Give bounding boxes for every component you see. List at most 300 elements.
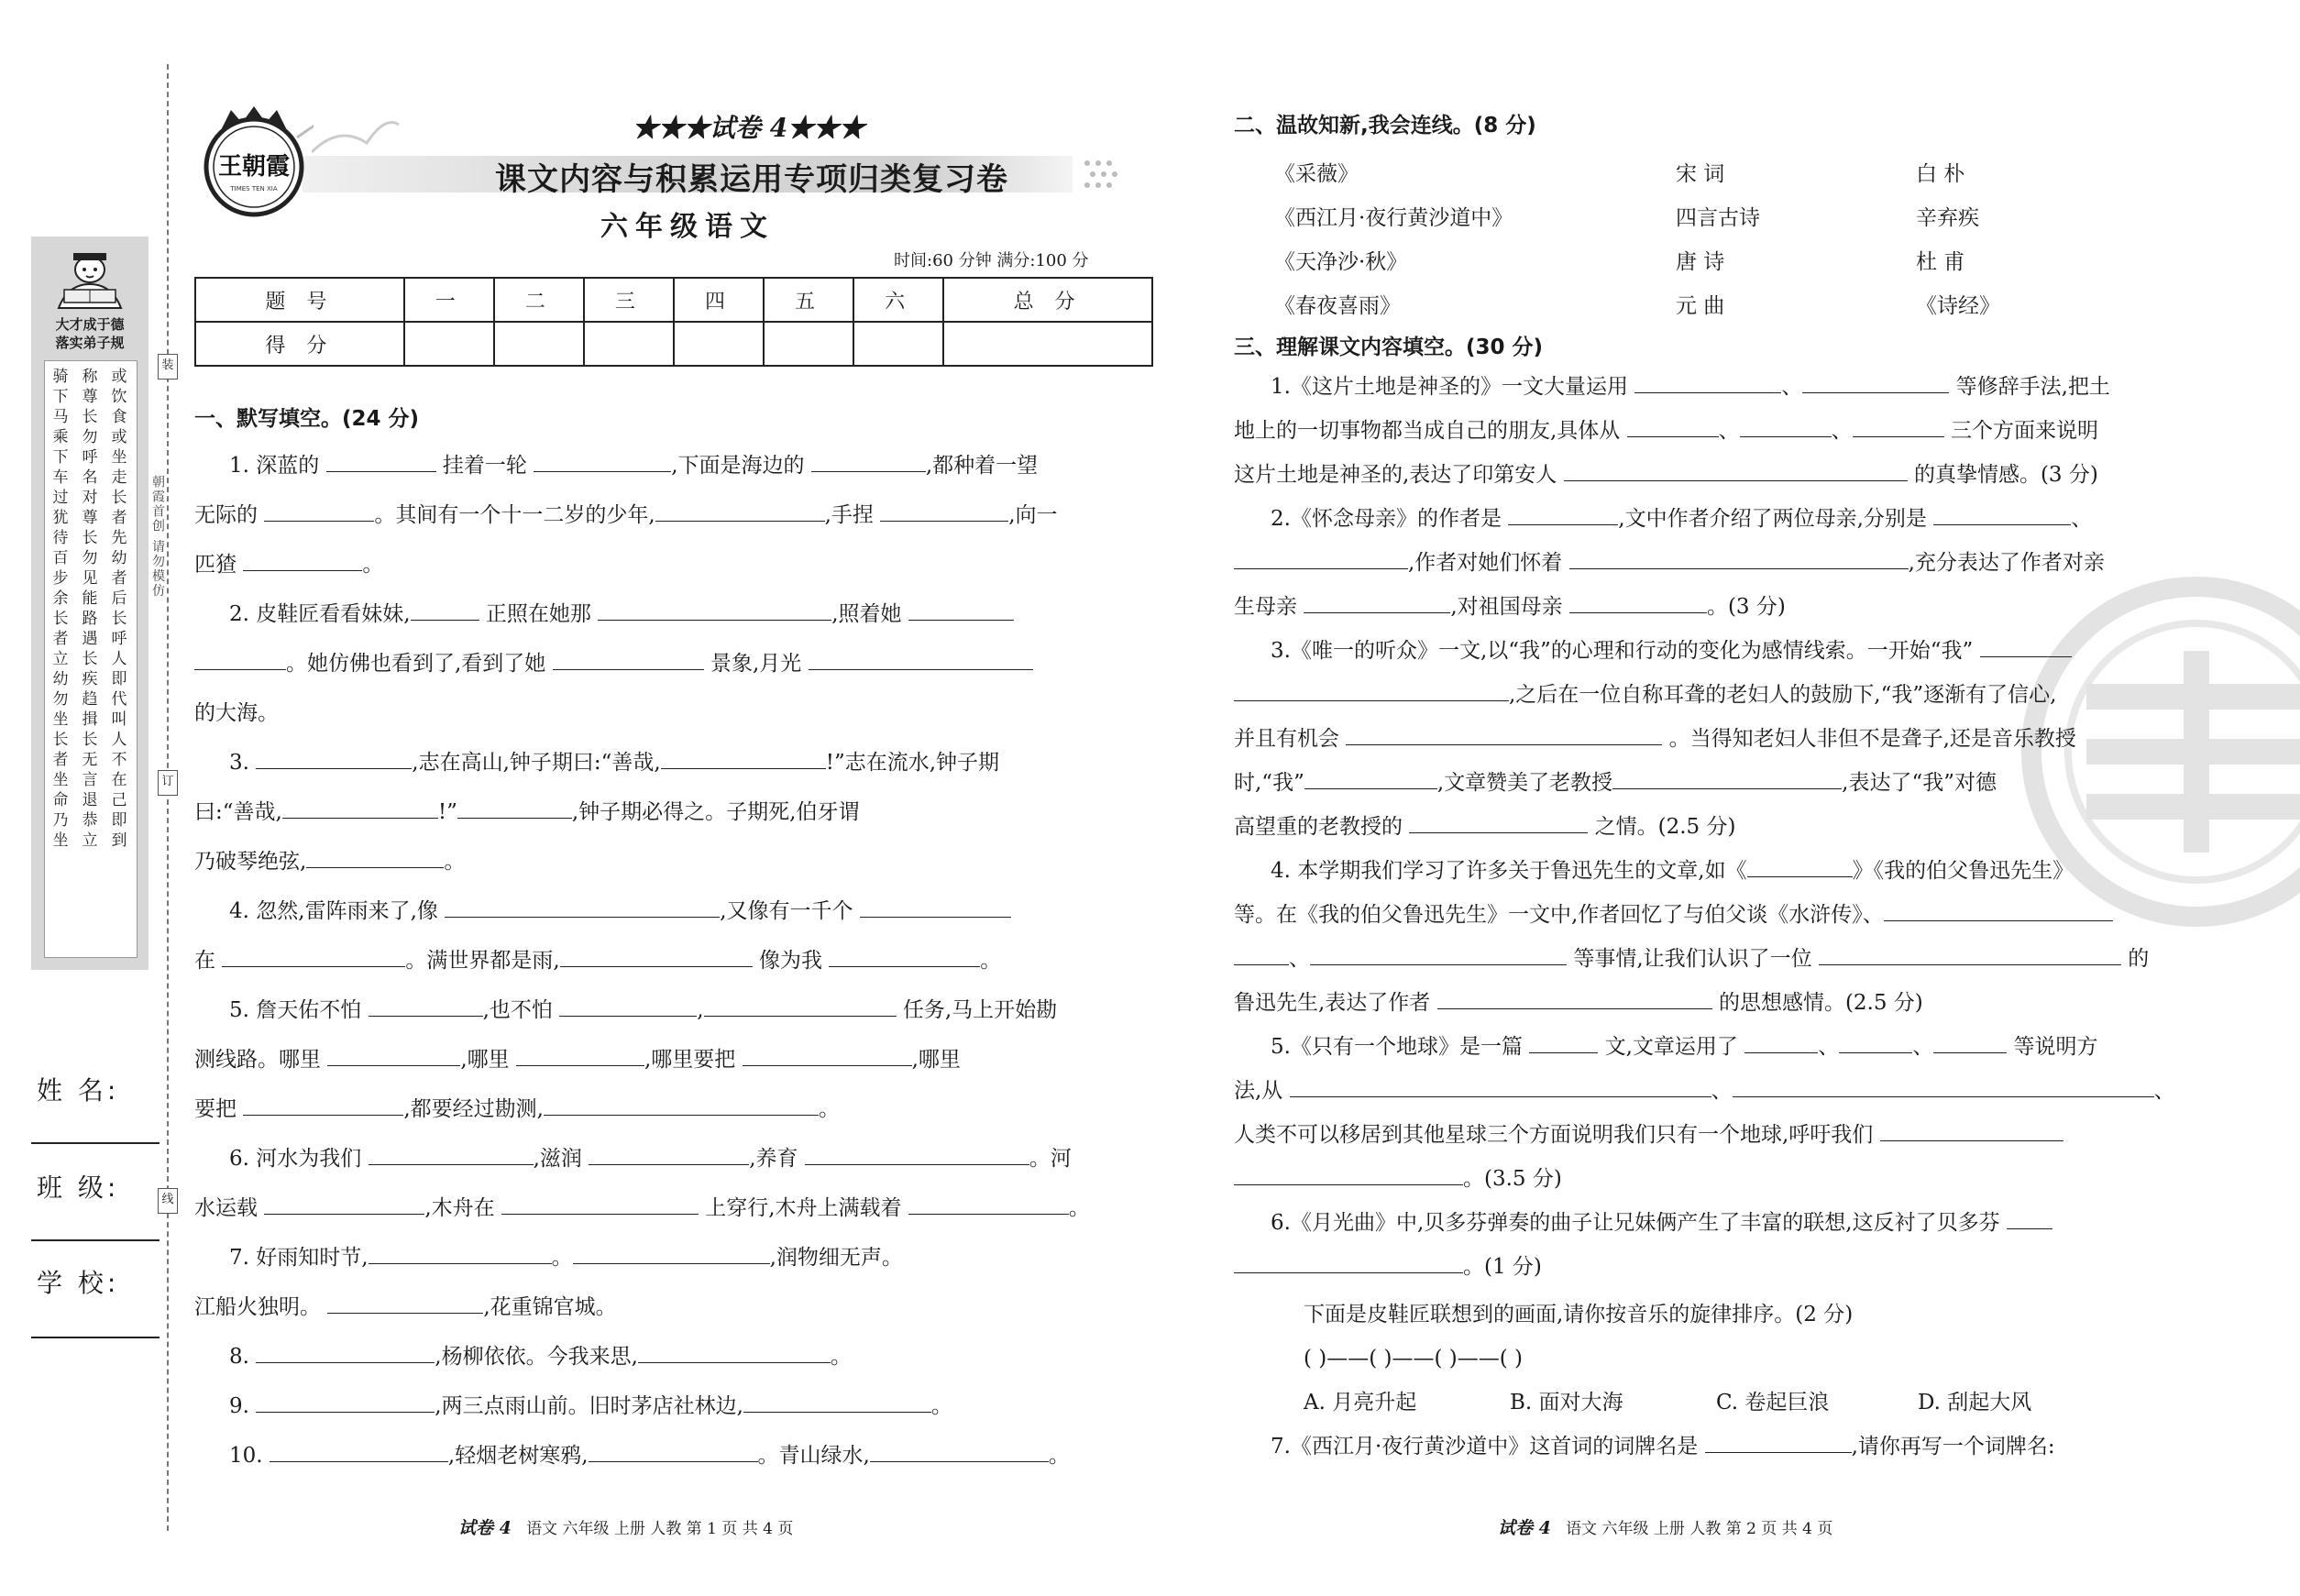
text: 。 — [1048, 1444, 1070, 1468]
answer-blank[interactable] — [811, 453, 926, 472]
text: ,充分表达了作者对亲 — [1908, 551, 2105, 575]
text: ,木舟在 — [424, 1196, 495, 1220]
text: ,花重锦官城。 — [483, 1295, 617, 1319]
text: 4. 本学期我们学习了许多关于鲁迅先生的文章,如《 — [1271, 859, 1747, 883]
text: 挂着一轮 — [442, 454, 527, 478]
text: !”志在流水,钟子期 — [825, 751, 1000, 775]
answer-blank[interactable] — [1569, 550, 1909, 569]
answer-blank[interactable] — [1437, 990, 1712, 1009]
answer-blank[interactable] — [1744, 1034, 1818, 1053]
text: 无际的 — [194, 503, 258, 527]
answer-blank[interactable] — [1880, 1122, 2063, 1141]
score-cell[interactable] — [404, 322, 494, 366]
text: 等事情,让我们认识了一位 — [1573, 947, 1812, 971]
text: 生母亲 — [1234, 595, 1297, 619]
answer-blank[interactable] — [1747, 858, 1853, 877]
answer-blank[interactable] — [411, 601, 479, 621]
answer-blank[interactable] — [369, 1245, 552, 1264]
answer-blank[interactable] — [256, 750, 412, 769]
rule-column-1: 骑下马乘下车过犹待百步余长者立幼勿坐长者坐命乃坐 — [52, 368, 69, 850]
answer-blank[interactable] — [598, 601, 831, 621]
score-table-score-row — [195, 322, 1152, 366]
answer-blank[interactable] — [369, 1146, 534, 1165]
text: ,两三点雨山前。旧时茅店社林边, — [435, 1394, 743, 1418]
binding-seal-mid: 订 — [158, 770, 178, 796]
text: 鲁迅先生,表达了作者 — [1234, 991, 1431, 1015]
text: 之情。(2.5 分) — [1594, 815, 1736, 839]
q9-line — [229, 1384, 952, 1428]
answer-blank[interactable] — [1884, 902, 2113, 921]
text: 。满世界都是雨, — [405, 949, 560, 973]
option-a[interactable]: A. 月亮升起 — [1304, 1391, 1417, 1414]
answer-blank[interactable] — [2007, 1210, 2052, 1229]
text: ,滋润 — [533, 1147, 582, 1171]
answer-blank[interactable] — [908, 1195, 1069, 1215]
text: 。 — [830, 1345, 852, 1369]
match-item-author[interactable]: 辛弃疾 — [1916, 206, 1979, 230]
text: 等说明方 — [2013, 1035, 2098, 1059]
text: 等修辞手法,把土 — [1955, 375, 2110, 399]
answer-blank[interactable] — [1933, 1034, 2007, 1053]
p4-line-d — [1234, 981, 1923, 1025]
text: 。她仿佛也看到了,看到了她 — [286, 652, 546, 676]
answer-blank[interactable] — [560, 948, 753, 967]
score-header-cell: 总 分 — [943, 278, 1152, 322]
answer-blank[interactable] — [282, 799, 438, 819]
answer-blank[interactable] — [1819, 946, 2121, 965]
text: 6. 河水为我们 — [229, 1147, 362, 1171]
q3-line-a — [229, 741, 999, 785]
section-3-heading: 三、理解课文内容填空。(30 分) — [1234, 336, 1544, 359]
answer-blank[interactable] — [908, 601, 1014, 621]
answer-blank[interactable] — [256, 1393, 435, 1413]
q5-line-c — [194, 1087, 840, 1131]
answer-blank[interactable] — [306, 849, 444, 868]
match-item-genre[interactable]: 唐 诗 — [1676, 250, 1725, 274]
answer-blank[interactable] — [553, 651, 704, 670]
name-field[interactable] — [31, 1140, 160, 1144]
score-header-cell: 五 — [764, 278, 853, 322]
answer-blank[interactable] — [222, 948, 405, 967]
p1-line-a — [1271, 365, 2110, 409]
text: 1.《这片土地是神圣的》一文大量运用 — [1271, 375, 1628, 399]
answer-blank[interactable] — [270, 1443, 448, 1462]
answer-blank[interactable] — [264, 502, 374, 522]
text: ,对祖国母亲 — [1450, 595, 1563, 619]
text: 。河 — [1029, 1147, 1072, 1171]
answer-blank[interactable] — [1234, 1166, 1463, 1185]
text: ,杨柳依依。今我来思, — [435, 1345, 638, 1369]
text: ,都要经过勘测, — [403, 1097, 544, 1121]
score-cell[interactable] — [494, 322, 584, 366]
answer-blank[interactable] — [194, 651, 286, 670]
answer-blank[interactable] — [1612, 770, 1842, 789]
answer-blank[interactable] — [1933, 506, 2071, 525]
score-cell[interactable] — [764, 322, 853, 366]
score-header-cell: 题 号 — [195, 278, 404, 322]
answer-blank[interactable] — [326, 453, 436, 472]
rule-column-2: 称尊长勿呼名对尊长勿见能路遇长疾趋揖长无言退恭立 — [82, 368, 98, 850]
name-label: 姓 名: — [37, 1075, 120, 1106]
answer-blank[interactable] — [1304, 594, 1450, 613]
text: , — [697, 998, 704, 1022]
text: ,文中作者介绍了两位母亲,分别是 — [1618, 507, 1927, 531]
option-c[interactable]: C. 卷起巨浪 — [1716, 1391, 1830, 1414]
binding-seal-top: 装 — [158, 354, 178, 380]
text: 曰:“善哉, — [194, 800, 282, 824]
p3-line-b — [1234, 673, 2056, 717]
p4-line-a — [1271, 849, 2074, 893]
p7-line — [1271, 1425, 2055, 1469]
footer-page-info: 语文 六年级 上册 人教 第 2 页 共 4 页 — [1566, 1520, 1833, 1538]
motto-line-2: 落实弟子规 — [55, 335, 125, 351]
answer-blank[interactable] — [1310, 946, 1567, 965]
match-item-work[interactable]: 《采薇》 — [1274, 162, 1359, 186]
answer-blank[interactable] — [880, 502, 1008, 522]
footer-right — [1498, 1514, 1832, 1539]
text: 并且有机会 — [1234, 727, 1339, 751]
svg-text:TIMES TEN XIA: TIMES TEN XIA — [230, 185, 278, 193]
p2-line-c — [1234, 585, 1786, 629]
answer-blank[interactable] — [1234, 1254, 1463, 1273]
answer-blank[interactable] — [457, 799, 572, 819]
p4-line-c — [1234, 937, 2149, 981]
q5-line-b — [194, 1038, 961, 1082]
p2-line-a — [1271, 497, 2092, 541]
text: ,轻烟老树寒鸦, — [447, 1444, 589, 1468]
p5-line-d — [1234, 1157, 1562, 1201]
dotted-ornament-icon — [1082, 156, 1146, 193]
score-cell[interactable] — [943, 322, 1152, 366]
answer-blank[interactable] — [661, 750, 826, 769]
text: ,也不怕 — [482, 998, 553, 1022]
match-item-genre[interactable]: 元 曲 — [1676, 294, 1725, 318]
match-item-genre[interactable]: 四言古诗 — [1676, 206, 1760, 230]
text: 。 — [362, 553, 384, 577]
answer-blank[interactable] — [1529, 1034, 1598, 1053]
text: ,照着她 — [831, 602, 902, 626]
text: 。 — [818, 1097, 840, 1121]
subject-title: 六年级语文 — [600, 211, 775, 243]
text: 。其间有一个十一二岁的少年, — [374, 503, 655, 527]
answer-blank[interactable] — [544, 1096, 819, 1116]
answer-blank[interactable] — [589, 1443, 758, 1462]
text: 高望重的老教授的 — [1234, 815, 1403, 839]
answer-blank[interactable] — [1634, 374, 1781, 393]
q2-line-c: 的大海。 — [194, 701, 279, 725]
score-cell[interactable] — [674, 322, 764, 366]
answer-blank[interactable] — [1234, 550, 1408, 569]
text: 的思想感情。(2.5 分) — [1718, 991, 1923, 1015]
answer-blank[interactable] — [1853, 418, 1944, 437]
text: 7. 好雨知时节, — [229, 1246, 369, 1270]
answer-blank[interactable] — [256, 1344, 435, 1363]
answer-blank[interactable] — [559, 997, 697, 1017]
text: !” — [437, 800, 457, 824]
q5-line-a — [229, 988, 1057, 1032]
q3-line-b — [194, 790, 859, 834]
text: 、 — [1718, 419, 1740, 443]
score-header-cell: 二 — [494, 278, 584, 322]
class-label: 班 级: — [37, 1172, 120, 1203]
text: ,表达了“我”对德 — [1842, 771, 1997, 795]
answer-blank[interactable] — [704, 997, 897, 1017]
text: ,润物细无声。 — [769, 1246, 903, 1270]
match-item-work[interactable]: 《春夜喜雨》 — [1274, 294, 1401, 318]
text: 6.《月光曲》中,贝多芬弹奏的曲子让兄妹俩产生了丰富的联想,这反衬了贝多芬 — [1271, 1211, 2000, 1235]
text: 乃破琴绝弦, — [194, 850, 307, 874]
answer-blank[interactable] — [327, 1047, 460, 1066]
text: ,下面是海边的 — [671, 454, 805, 478]
p2-line-b — [1234, 541, 2105, 585]
text: ,钟子期必得之。子期死,伯牙谓 — [571, 800, 860, 824]
text: ,向一 — [1008, 503, 1058, 527]
q2-line-a — [229, 592, 1014, 636]
score-header-cell: 一 — [404, 278, 494, 322]
footer-left — [458, 1514, 793, 1539]
text: 9. — [229, 1394, 249, 1418]
text: 像为我 — [758, 949, 822, 973]
answer-blank[interactable] — [860, 898, 1011, 918]
school-field[interactable] — [31, 1335, 160, 1338]
svg-text:王朝霞: 王朝霞 — [217, 153, 291, 181]
q6-line-b — [194, 1186, 1090, 1230]
text: 文,文章运用了 — [1604, 1035, 1738, 1059]
answer-blank[interactable] — [655, 502, 825, 522]
text: 在 — [194, 949, 215, 973]
answer-blank[interactable] — [501, 1195, 699, 1215]
answer-blank[interactable] — [1409, 814, 1588, 833]
answer-blank[interactable] — [829, 948, 980, 967]
answer-blank[interactable] — [1346, 726, 1662, 745]
answer-blank[interactable] — [243, 552, 362, 571]
p4-line-b — [1234, 893, 2113, 937]
motto-text — [37, 315, 143, 352]
text: 、 — [1912, 1035, 1934, 1059]
q1-line-a — [229, 444, 1038, 488]
q7-line-a — [229, 1236, 903, 1280]
score-cell[interactable] — [853, 322, 943, 366]
answer-blank[interactable] — [805, 1146, 1029, 1165]
p5-line-b — [1234, 1069, 2175, 1113]
score-row-label: 得 分 — [195, 322, 404, 366]
text: ,哪里 — [911, 1048, 961, 1072]
text: 。 — [551, 1246, 573, 1270]
match-item-author[interactable]: 杜 甫 — [1916, 250, 1965, 274]
text: 、 — [2153, 1079, 2175, 1103]
text: 。 — [980, 949, 1002, 973]
answer-blank[interactable] — [589, 1146, 749, 1165]
answer-blank[interactable] — [1740, 418, 1832, 437]
anti-copy-note: 朝霞首创 请勿模仿 — [150, 475, 165, 599]
answer-blank[interactable] — [743, 1047, 912, 1066]
text: ,又像有一千个 — [720, 899, 853, 923]
school-label: 学 校: — [37, 1268, 120, 1298]
text: 5.《只有一个地球》是一篇 — [1271, 1035, 1523, 1059]
score-cell[interactable] — [584, 322, 674, 366]
section-2-heading: 二、温故知新,我会连线。(8 分) — [1234, 114, 1536, 138]
answer-blank[interactable] — [1234, 682, 1509, 701]
score-header-cell: 三 — [584, 278, 674, 322]
text: 》《我的伯父鲁迅先生》 — [1852, 859, 2074, 883]
answer-blank[interactable] — [1234, 946, 1289, 965]
text: 8. — [229, 1345, 249, 1369]
footer-exam-tag: 试卷 4 — [1498, 1518, 1551, 1538]
text: ,养育 — [749, 1147, 798, 1171]
text: 。青山绿水, — [757, 1444, 870, 1468]
answer-blank[interactable] — [638, 1344, 831, 1363]
match-column-authors — [1916, 152, 2000, 328]
text: ,志在高山,钟子期曰:“善哉, — [412, 751, 661, 775]
answer-blank[interactable] — [870, 1443, 1049, 1462]
text: 匹猹 — [194, 553, 237, 577]
text: 。(1 分) — [1463, 1255, 1542, 1279]
dizigui-rules-box — [44, 360, 138, 958]
answer-blank[interactable] — [1705, 1434, 1852, 1453]
answer-blank[interactable] — [1290, 1078, 1711, 1097]
answer-blank[interactable] — [1980, 638, 2072, 657]
answer-blank[interactable] — [1508, 506, 1618, 525]
answer-blank[interactable] — [743, 1393, 931, 1413]
motto-line-1: 大才成于德 — [55, 316, 125, 333]
page-title: 课文内容与积累运用专项归类复习卷 — [495, 161, 1008, 198]
match-item-work[interactable]: 《西江月·夜行黄沙道中》 — [1274, 206, 1513, 230]
time-score-info: 时间:60 分钟 满分:100 分 — [894, 251, 1089, 270]
text: 。(3 分) — [1706, 595, 1786, 619]
match-column-genres — [1676, 152, 1760, 328]
text: 水运载 — [194, 1196, 258, 1220]
match-item-genre[interactable]: 宋 词 — [1676, 162, 1725, 186]
text: ,作者对她们怀着 — [1408, 551, 1563, 575]
q3-line-c — [194, 840, 465, 884]
text: ,文章赞美了老教授 — [1436, 771, 1613, 795]
answer-blank[interactable] — [1802, 374, 1949, 393]
option-d[interactable]: D. 刮起大风 — [1918, 1391, 2032, 1414]
score-header-cell: 六 — [853, 278, 943, 322]
q8-line — [229, 1335, 852, 1379]
text: 、 — [1711, 1079, 1733, 1103]
text: 2.《怀念母亲》的作者是 — [1271, 507, 1502, 531]
q10-line — [229, 1434, 1070, 1478]
q4-line-b — [194, 939, 1001, 983]
text: 。当得知老妇人非但不是聋子,还是音乐教授 — [1668, 727, 2076, 751]
text: 地上的一切事物都当成自己的朋友,具体从 — [1234, 419, 1621, 443]
p6-options — [1304, 1381, 2031, 1425]
text: ,之后在一位自称耳聋的老妇人的鼓励下,“我”逐渐有了信心, — [1509, 683, 2057, 707]
p6-line-b — [1234, 1245, 1542, 1289]
p6-line-a — [1271, 1201, 2052, 1245]
text: 要把 — [194, 1097, 237, 1121]
q7-line-b — [194, 1285, 617, 1329]
text: 人类不可以移居到其他星球三个方面说明我们只有一个地球,呼吁我们 — [1234, 1123, 1874, 1147]
score-table — [194, 277, 1153, 367]
q1-line-c — [194, 543, 383, 587]
text: 江船火独明。 — [194, 1295, 321, 1319]
scholar-figure-icon — [40, 248, 139, 312]
q6-line-a — [229, 1137, 1072, 1181]
text: 、 — [1781, 375, 1803, 399]
text: 三个方面来说明 — [1950, 419, 2098, 443]
answer-blank[interactable] — [1733, 1078, 2154, 1097]
text: 法,从 — [1234, 1079, 1283, 1103]
match-item-author[interactable]: 《诗经》 — [1916, 294, 2000, 318]
text: 5. 詹天佑不怕 — [229, 998, 362, 1022]
answer-blank[interactable] — [573, 1245, 770, 1264]
answer-blank[interactable] — [1569, 594, 1707, 613]
score-table-header-row — [195, 278, 1152, 322]
answer-blank[interactable] — [1839, 1034, 1912, 1053]
q1-line-b — [194, 493, 1058, 537]
q2-line-b — [194, 642, 1033, 686]
binding-seal-bottom: 线 — [158, 1188, 178, 1214]
text: 。 — [444, 850, 466, 874]
text: 测线路。哪里 — [194, 1048, 321, 1072]
text: 任务,马上开始勘 — [902, 998, 1058, 1022]
answer-blank[interactable] — [516, 1047, 644, 1066]
text: 2. 皮鞋匠看看妹妹, — [229, 602, 411, 626]
answer-blank[interactable] — [1627, 418, 1719, 437]
text: ,哪里要把 — [644, 1048, 736, 1072]
text: 4. 忽然,雷阵雨来了,像 — [229, 899, 438, 923]
text: 正照在她那 — [485, 602, 591, 626]
match-item-work[interactable]: 《天净沙·秋》 — [1274, 250, 1408, 274]
p6-line-c: 下面是皮鞋匠联想到的画面,请你按音乐的旋律排序。(2 分) — [1304, 1303, 1854, 1326]
text: 、 — [1831, 419, 1853, 443]
text: 、 — [1818, 1035, 1840, 1059]
text: 。(3.5 分) — [1463, 1167, 1562, 1191]
text: 10. — [229, 1444, 263, 1468]
text: 的 — [2128, 947, 2150, 971]
text: 1. 深蓝的 — [229, 454, 320, 478]
text: 、 — [1289, 947, 1310, 971]
text: 景象,月光 — [710, 652, 802, 676]
footer-exam-tag: 试卷 4 — [458, 1518, 512, 1538]
text: 上穿行,木舟上满载着 — [705, 1196, 902, 1220]
class-field[interactable] — [31, 1238, 160, 1241]
answer-blank[interactable] — [534, 453, 671, 472]
text: 的真挚情感。(3 分) — [1913, 463, 2098, 487]
p5-line-c — [1234, 1113, 2063, 1157]
answer-blank[interactable] — [445, 898, 720, 918]
answer-blank[interactable] — [1304, 770, 1437, 789]
binding-dash-line — [167, 64, 169, 1531]
text: 等。在《我的伯父鲁迅先生》一文中,作者回忆了与伯父谈《水浒传》、 — [1234, 903, 1884, 927]
text: 、 — [2071, 507, 2093, 531]
text: ,哪里 — [460, 1048, 510, 1072]
match-column-works — [1274, 152, 1513, 328]
option-b[interactable]: B. 面对大海 — [1510, 1391, 1623, 1414]
exam-number-tag: ★★★试卷 4★★★ — [633, 113, 865, 143]
text: 。 — [930, 1394, 952, 1418]
answer-blank[interactable] — [809, 651, 1033, 670]
p6-order-blanks[interactable]: ( )——( )——( )——( ) — [1304, 1347, 1524, 1370]
p3-line-c — [1234, 717, 2076, 761]
p1-line-b — [1234, 409, 2098, 453]
ribbon-decoration-icon — [312, 106, 403, 161]
text: ,请你再写一个词牌名: — [1851, 1435, 2055, 1458]
match-item-author[interactable]: 白 朴 — [1916, 162, 1965, 186]
text: 7.《西江月·夜行黄沙道中》这首词的词牌名是 — [1271, 1435, 1699, 1458]
answer-blank[interactable] — [369, 997, 483, 1017]
text: 这片土地是神圣的,表达了印第安人 — [1234, 463, 1557, 487]
answer-blank[interactable] — [327, 1294, 483, 1314]
answer-blank[interactable] — [264, 1195, 424, 1215]
text: ,都种着一望 — [925, 454, 1039, 478]
answer-blank[interactable] — [1564, 462, 1908, 481]
section-1-heading: 一、默写填空。(24 分) — [194, 407, 420, 431]
text: 3.《唯一的听众》一文,以“我”的心理和行动的变化为感情线索。一开始“我” — [1271, 639, 1974, 663]
answer-blank[interactable] — [243, 1096, 403, 1116]
